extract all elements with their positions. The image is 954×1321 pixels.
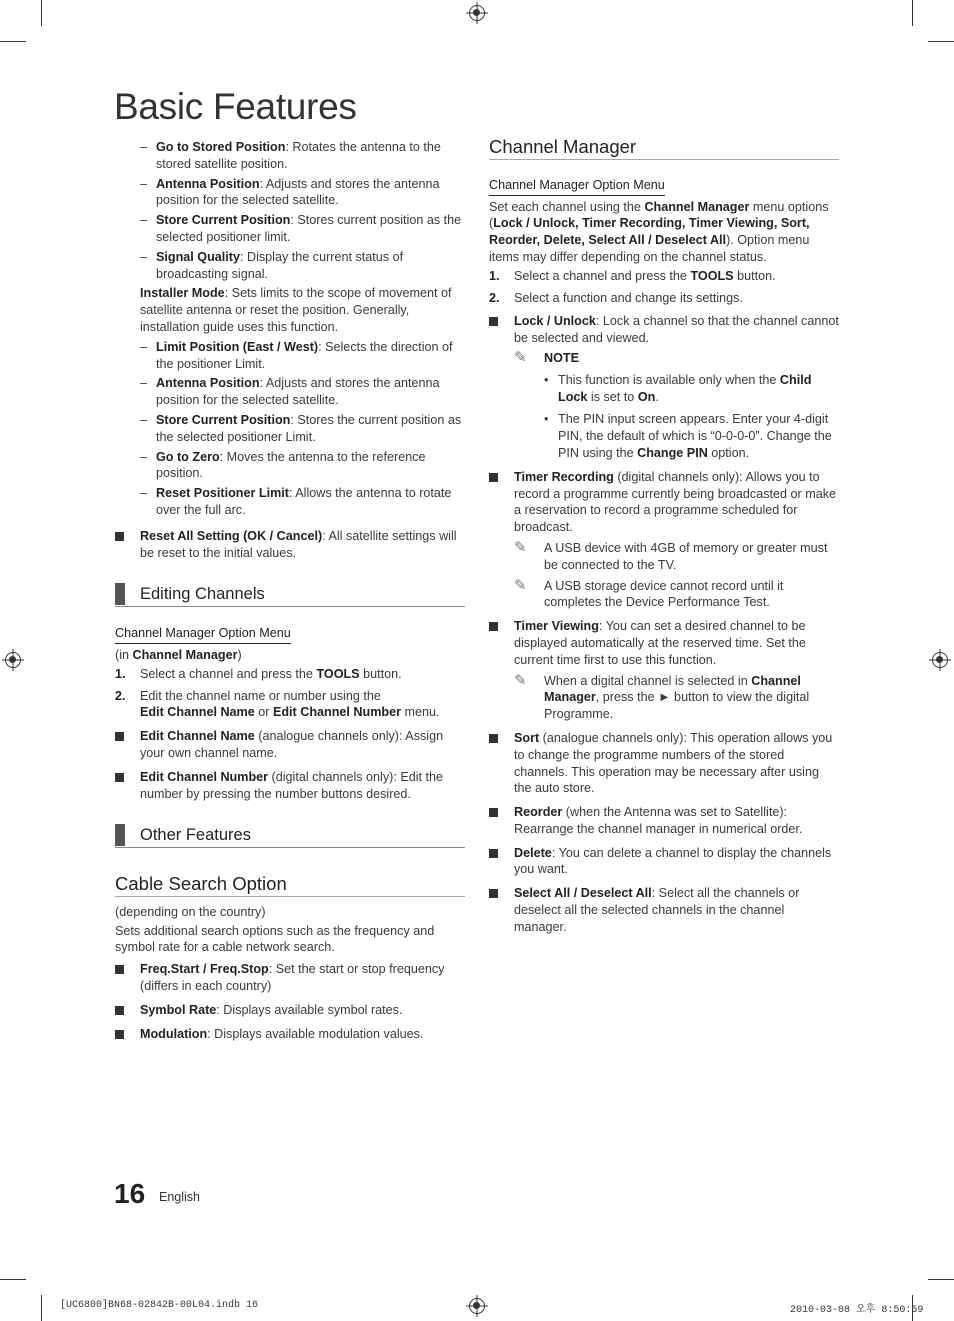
bullet-item: Delete: You can delete a channel to display the channels you want. <box>489 845 839 879</box>
bullet-item: Edit Channel Name (analogue channels only): Assign your own channel name. <box>115 728 465 762</box>
bullet-square-icon <box>115 773 124 782</box>
heading-bar <box>115 583 125 605</box>
page-title: Basic Features <box>114 86 357 127</box>
bullet-item: Modulation: Displays available modulation values. <box>115 1026 465 1043</box>
bullet-item: Sort (analogue channels only): This operation allows you to change the programme numbers of the stored channels. This operation may be necessary after using the auto store. <box>489 730 839 797</box>
bullet-square-icon <box>115 965 124 974</box>
crop-mark <box>41 1295 42 1321</box>
sub-item: – Reset Positioner Limit: Allows the antenna to rotate over the full arc. <box>140 486 452 517</box>
bullet-item: Lock / Unlock: Lock a channel so that the channel cannot be selected and viewed. <box>489 313 839 347</box>
section-heading-channel-manager: Channel Manager <box>489 139 839 160</box>
bullet-item: Select All / Deselect All: Select all the channels or deselect all the selected channels in the channel manager. <box>489 885 839 935</box>
bullet-square-icon <box>489 622 498 631</box>
installer-mode-text: Installer Mode: Sets limits to the scope of movement of satellite antenna or reset the position. Generally, installation guide uses this function. <box>140 286 452 334</box>
note-item: ✎ A USB storage device cannot record until it completes the Device Performance Test. <box>514 576 784 610</box>
in-channel-manager-text: (in Channel Manager) <box>115 647 242 662</box>
section-heading-other-features: Other Features <box>115 824 465 848</box>
section-heading-editing-channels: Editing Channels <box>115 583 465 607</box>
crop-mark <box>912 0 913 26</box>
sub-item: – Antenna Position: Adjusts and stores the antenna position for the selected satellite. <box>140 376 440 408</box>
print-slug-file: [UC6800]BN68-02842B-00L04.indb 16 <box>60 1300 259 1311</box>
crop-mark <box>928 41 954 42</box>
bullet-item: Timer Viewing: You can set a desired channel to be displayed automatically at the reserved time. Set the current time first to use this function. <box>489 618 839 668</box>
bullet-square-icon <box>115 732 124 741</box>
bullet-square-icon <box>489 473 498 482</box>
bullet-item: Reorder (when the Antenna was set to Satellite): Rearrange the channel manager in numerical order. <box>489 804 839 838</box>
bullet-item: Symbol Rate: Displays available symbol rates. <box>115 1002 465 1019</box>
menu-link-paragraph <box>115 625 465 644</box>
note-pencil-icon: ✎ <box>514 576 527 594</box>
step-item: 1. Select a channel and press the TOOLS button. <box>489 268 776 283</box>
bullet-square-icon <box>115 1006 124 1015</box>
sub-item: – Store Current Position: Stores the current position as the selected positioner Limit. <box>140 412 462 444</box>
note-pencil-icon: ✎ <box>514 538 527 556</box>
bullet-item: Edit Channel Number (digital channels only): Edit the number by pressing the number buttons desired. <box>115 769 465 803</box>
crop-mark <box>0 1279 26 1280</box>
bullet-square-icon <box>489 808 498 817</box>
sub-item: – Signal Quality: Display the current status of broadcasting signal. <box>140 249 404 281</box>
step-item: 2. Select a function and change its settings. <box>489 290 743 305</box>
channel-manager-intro: Set each channel using the Channel Manager menu options (Lock / Unlock, Timer Recording, Timer Viewing, Sort, Reorder, Delete, Select All / Deselect All). Option menu items may differ depending on the channel status. <box>489 199 829 264</box>
bullet-square-icon <box>489 317 498 326</box>
note-block <box>514 350 839 462</box>
sub-item: – Go to Zero: Moves the antenna to the reference position. <box>140 449 426 481</box>
registration-mark-icon <box>469 1298 485 1314</box>
step-item: 1. Select a channel and press the TOOLS button. <box>115 666 402 681</box>
sub-item: – Go to Stored Position: Rotates the antenna to the stored satellite position. <box>140 140 441 171</box>
crop-mark <box>41 0 42 26</box>
bullet-square-icon <box>489 849 498 858</box>
crop-mark <box>928 1279 954 1280</box>
menu-link-paragraph <box>489 177 839 196</box>
note-item: ✎ When a digital channel is selected in Channel Manager, press the ► button to view the digital Programme. <box>514 671 810 722</box>
option-menu-link: Channel Manager Option Menu <box>115 625 291 644</box>
bullet-square-icon <box>115 532 124 541</box>
registration-mark-icon <box>5 652 21 668</box>
option-menu-link: Channel Manager Option Menu <box>489 177 665 196</box>
note-pencil-icon: ✎ <box>514 348 527 366</box>
positioner-subitems-a <box>140 139 465 519</box>
bullet-item: Reset All Setting (OK / Cancel): All satellite settings will be reset to the initial values. <box>115 528 465 562</box>
registration-mark-icon <box>469 5 485 21</box>
bullet-item: Freq.Start / Freq.Stop: Set the start or stop frequency (differs in each country) <box>115 961 465 995</box>
section-heading-cable-search: Cable Search Option <box>115 876 465 897</box>
bullet-square-icon <box>115 1030 124 1039</box>
note-pencil-icon: ✎ <box>514 671 527 689</box>
cable-search-description: Sets additional search options such as the frequency and symbol rate for a cable network search. <box>115 923 435 955</box>
cable-search-country-note: (depending on the country) <box>115 904 266 919</box>
registration-mark-icon <box>932 652 948 668</box>
right-column <box>489 136 839 936</box>
sub-item: – Store Current Position: Stores current position as the selected positioner limit. <box>140 213 462 244</box>
step-item: 2. Edit the channel name or number using the Edit Channel Name or Edit Channel Number menu. <box>115 688 440 720</box>
note-item: ✎ A USB device with 4GB of memory or greater must be connected to the TV. <box>514 538 828 572</box>
print-slug-date: 2010-03-08 오후 8:50:59 <box>790 1305 924 1316</box>
page-language: English <box>159 1190 200 1204</box>
page-number: 16 <box>114 1178 146 1209</box>
crop-mark <box>0 41 26 42</box>
note-heading: ✎ NOTE <box>514 348 579 366</box>
sub-item: – Limit Position (East / West): Selects the direction of the positioner Limit. <box>140 339 453 371</box>
left-column <box>115 139 465 1042</box>
sub-item: – Antenna Position: Adjusts and stores the antenna position for the selected satellite. <box>140 176 440 208</box>
note-bullet: • The PIN input screen appears. Enter your 4-digit PIN, the default of which is “0-0-0-0”. Change the PIN using the Change PIN option. <box>544 412 832 460</box>
heading-bar <box>115 824 125 846</box>
bullet-item: Timer Recording (digital channels only): Allows you to record a programme currently being broadcasted or make a reservation to record a programme scheduled for broadcast. <box>489 469 839 536</box>
bullet-square-icon <box>489 889 498 898</box>
bullet-square-icon <box>489 734 498 743</box>
note-bullet: • This function is available only when the Child Lock is set to On. <box>544 372 812 404</box>
